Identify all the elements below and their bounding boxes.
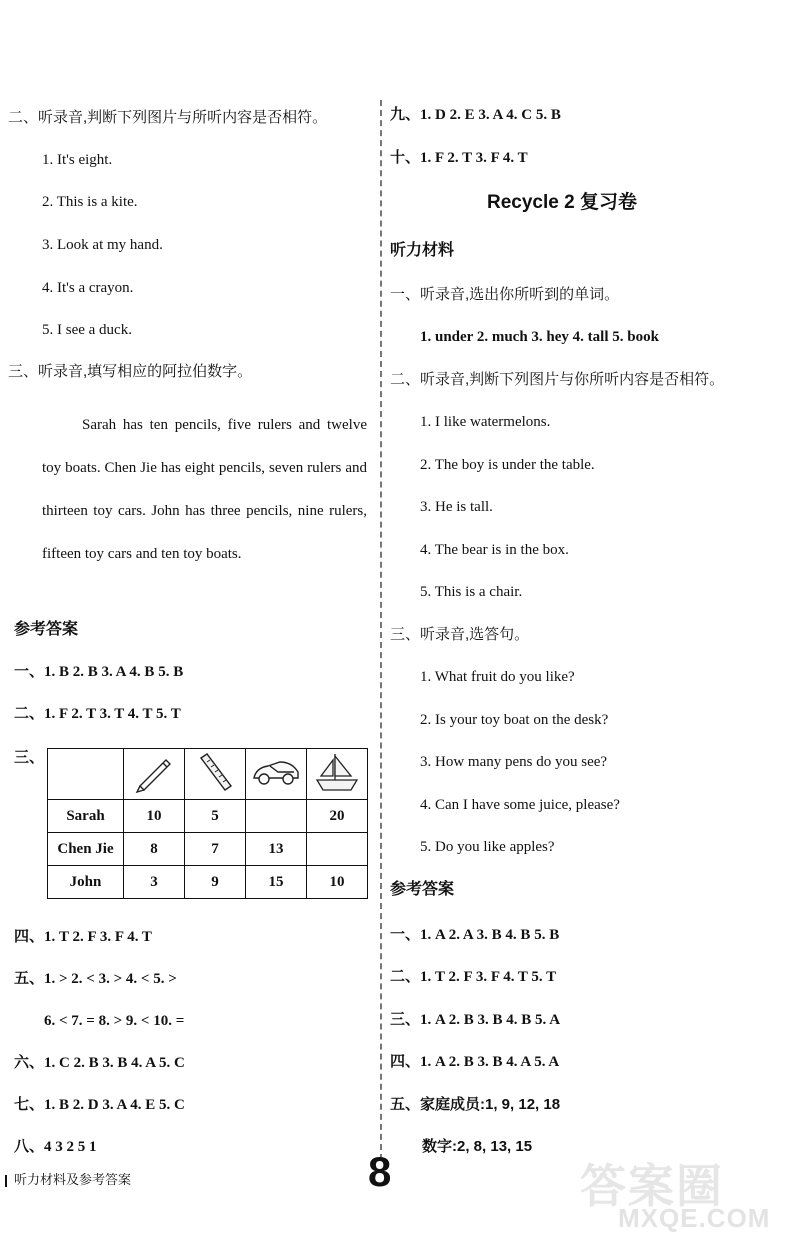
list-item: 1. It's eight. bbox=[42, 152, 113, 168]
section-3-title: 三、听录音,选答句。 bbox=[390, 626, 530, 643]
answer-line: 十、1. F 2. T 3. F 4. T bbox=[390, 150, 528, 166]
footer-marker bbox=[5, 1175, 7, 1187]
answer-line: 八、4 3 2 5 1 bbox=[14, 1139, 97, 1155]
list-item: 5. I see a duck. bbox=[42, 322, 132, 338]
recycle-title: Recycle 2 复习卷 bbox=[487, 192, 637, 213]
answer-line: 六、1. C 2. B 3. B 4. A 5. C bbox=[14, 1055, 185, 1071]
footer-label: 听力材料及参考答案 bbox=[14, 1172, 132, 1187]
section-2-title: 二、听录音,判断下列图片与你所听内容是否相符。 bbox=[390, 371, 725, 388]
list-item: 2. This is a kite. bbox=[42, 194, 138, 210]
table-header-row bbox=[48, 749, 368, 800]
table-cell: 20 bbox=[307, 800, 368, 833]
table-cell: 15 bbox=[246, 866, 307, 899]
table-cell: 9 bbox=[185, 866, 246, 899]
answer-line: 五、家庭成员:1, 9, 12, 18 bbox=[390, 1096, 561, 1113]
ruler-icon bbox=[185, 749, 246, 800]
table-row bbox=[48, 833, 368, 866]
list-item: 2. Is your toy boat on the desk? bbox=[420, 712, 609, 728]
table-cell: 5 bbox=[185, 800, 246, 833]
table-cell bbox=[307, 833, 368, 866]
table-cell: 3 bbox=[124, 866, 185, 899]
section-1-title: 一、听录音,选出你所听到的单词。 bbox=[390, 286, 620, 303]
answer-label: 三、 bbox=[14, 749, 45, 766]
answer-line: 三、1. A 2. B 3. B 4. B 5. A bbox=[390, 1012, 561, 1028]
table-cell bbox=[246, 800, 307, 833]
answer-table bbox=[47, 748, 368, 899]
row-label: Sarah bbox=[48, 800, 124, 833]
listening-heading: 听力材料 bbox=[390, 242, 455, 259]
list-item: 4. Can I have some juice, please? bbox=[420, 797, 620, 813]
answer-line: 二、1. T 2. F 3. F 4. T 5. T bbox=[390, 969, 557, 985]
page-number: 8 bbox=[368, 1148, 392, 1195]
table-row bbox=[48, 866, 368, 899]
table-cell: 7 bbox=[185, 833, 246, 866]
list-item: 3. He is tall. bbox=[420, 499, 493, 515]
table-corner-cell bbox=[48, 749, 124, 800]
row-label: Chen Jie bbox=[48, 833, 124, 866]
answer-line: 四、1. T 2. F 3. F 4. T bbox=[14, 929, 152, 945]
answer-line: 一、1. B 2. B 3. A 4. B 5. B bbox=[14, 664, 184, 680]
answer-line: 四、1. A 2. B 3. B 4. A 5. A bbox=[390, 1054, 560, 1070]
table-cell: 13 bbox=[246, 833, 307, 866]
list-item: 1. What fruit do you like? bbox=[420, 669, 575, 685]
list-item: 4. The bear is in the box. bbox=[420, 542, 569, 558]
answer-line: 数字:2, 8, 13, 15 bbox=[422, 1138, 533, 1155]
listening-paragraph bbox=[42, 404, 367, 576]
list-item: 3. Look at my hand. bbox=[42, 237, 163, 253]
word-list: 1. under 2. much 3. hey 4. tall 5. book bbox=[420, 329, 659, 345]
section-3-title: 三、听录音,填写相应的阿拉伯数字。 bbox=[8, 363, 253, 380]
table-cell: 8 bbox=[124, 833, 185, 866]
list-item: 5. This is a chair. bbox=[420, 584, 523, 600]
list-item: 4. It's a crayon. bbox=[42, 280, 134, 296]
answer-line: 6. < 7. = 8. > 9. < 10. = bbox=[44, 1013, 185, 1029]
list-item: 5. Do you like apples? bbox=[420, 839, 555, 855]
list-item: 1. I like watermelons. bbox=[420, 414, 551, 430]
answers-heading: 参考答案 bbox=[14, 621, 79, 638]
toy-car-icon bbox=[246, 749, 307, 800]
pencil-icon bbox=[124, 749, 185, 800]
answer-line: 五、1. > 2. < 3. > 4. < 5. > bbox=[14, 971, 177, 987]
answer-line: 七、1. B 2. D 3. A 4. E 5. C bbox=[14, 1097, 185, 1113]
watermark-url: MXQE.COM bbox=[618, 1203, 771, 1233]
toy-boat-icon bbox=[307, 749, 368, 800]
list-item: 2. The boy is under the table. bbox=[420, 457, 595, 473]
table-cell: 10 bbox=[124, 800, 185, 833]
column-divider bbox=[380, 100, 382, 1160]
watermark-logo: 答案圈 bbox=[580, 1160, 724, 1212]
list-item: 3. How many pens do you see? bbox=[420, 754, 608, 770]
row-label: John bbox=[48, 866, 124, 899]
answer-line: 二、1. F 2. T 3. T 4. T 5. T bbox=[14, 706, 181, 722]
paragraph-text: Sarah has ten pencils, five rulers and twelve toy boats. Chen Jie has eight pencils, seven rulers and thirteen toy cars. John has three pencils, nine rulers, fifteen toy cars and ten toy boats. bbox=[42, 417, 367, 562]
table-row bbox=[48, 800, 368, 833]
section-2-title: 二、听录音,判断下列图片与所听内容是否相符。 bbox=[8, 109, 328, 126]
answers-heading: 参考答案 bbox=[390, 881, 455, 898]
table-cell: 10 bbox=[307, 866, 368, 899]
answer-line: 一、1. A 2. A 3. B 4. B 5. B bbox=[390, 927, 560, 943]
answer-line: 九、1. D 2. E 3. A 4. C 5. B bbox=[390, 107, 561, 123]
